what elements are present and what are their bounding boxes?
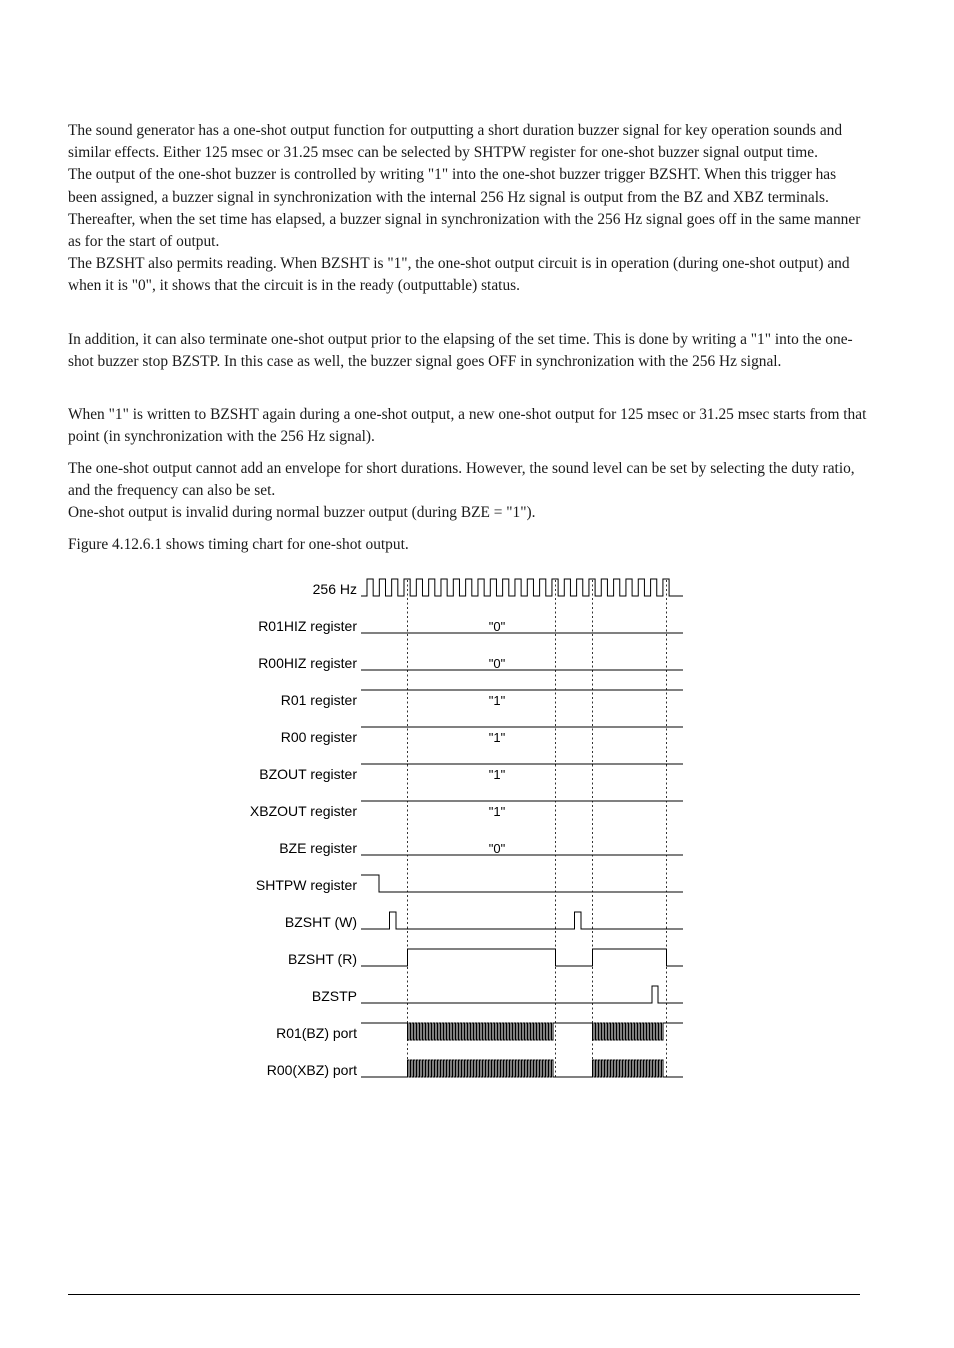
- waveform-bzsht-w: [361, 912, 683, 929]
- paragraph-bzsht-trigger: The output of the one-shot buzzer is controlled by writing "1" into the one-shot buzzer trigger BZSHT. When this trigger has been assigned, a buzzer signal in synchronization with the internal 256 Hz signal is output from the BZ and XBZ terminals. Thereafter, when the set time has elapsed, a buzzer signal in synchronization with the 256 Hz signal goes off in the same manner as for the start of output.: [68, 166, 861, 251]
- signal-value-r01-register: "1": [488, 693, 506, 708]
- signal-value-r01hiz-register: "0": [488, 619, 506, 634]
- signal-label-r01-bz-port: R01(BZ) port: [276, 1025, 357, 1041]
- signal-label-bzout-register: BZOUT register: [259, 766, 357, 782]
- paragraph-retrigger: When "1" is written to BZSHT again during a one-shot output, a new one-shot output for 125 msec or 31.25 msec starts from that point (in synchronization with the 256 Hz signal).: [68, 406, 867, 446]
- signal-label-shtpw-register: SHTPW register: [255, 877, 357, 893]
- footer-rule: [68, 1294, 860, 1295]
- signal-label-r01hiz-register: R01HIZ register: [258, 618, 357, 634]
- signal-value-r00-register: "1": [488, 730, 506, 745]
- waveform-r00-xbz-port: [361, 1060, 683, 1077]
- paragraph-envelope: The one-shot output cannot add an envelope for short durations. However, the sound level can be set by selecting the duty ratio, and the frequency can also be set.: [68, 460, 855, 500]
- signal-label-xbzout-register: XBZOUT register: [249, 803, 357, 819]
- paragraph-bzstp: In addition, it can also terminate one-shot output prior to the elapsing of the set time. This is done by writing a "1" into the one-shot buzzer stop BZSTP. In this case as well, the buzzer signal goes OFF in synchronization with the 256 Hz signal.: [68, 331, 853, 371]
- signal-value-bzout-register: "1": [488, 767, 506, 782]
- signal-label-r00-xbz-port: R00(XBZ) port: [266, 1062, 357, 1078]
- signal-value-r00hiz-register: "0": [488, 656, 506, 671]
- signal-value-xbzout-register: "1": [488, 804, 506, 819]
- waveform-shtpw-register: [361, 875, 683, 892]
- signal-label-r00-register: R00 register: [280, 729, 357, 745]
- paragraph-invalid-during-bze: One-shot output is invalid during normal buzzer output (during BZE = "1").: [68, 504, 536, 522]
- waveform-r01-bz-port: [361, 1023, 683, 1040]
- paragraph-bzsht-read: The BZSHT also permits reading. When BZSHT is "1", the one-shot output circuit is in operation (during one-shot output) and when it is "0", it shows that the circuit is in the ready (outputtable) status.: [68, 255, 850, 295]
- paragraph-one-shot-function: The sound generator has a one-shot output function for outputting a short duration buzzer signal for key operation sounds and similar effects. Either 125 msec or 31.25 msec can be selected by SHTPW register for one-shot buzzer signal output time.: [68, 122, 843, 162]
- signal-label-bzsht-r: BZSHT (R): [288, 951, 357, 967]
- signal-label-bze-register: BZE register: [279, 840, 357, 856]
- signal-label-r01-register: R01 register: [280, 692, 357, 708]
- signal-label-bzsht-w: BZSHT (W): [284, 914, 357, 930]
- signal-value-bze-register: "0": [488, 841, 506, 856]
- signal-label-bzstp: BZSTP: [311, 988, 357, 1004]
- waveform-bzsht-r: [361, 949, 683, 966]
- waveform-bzstp: [361, 986, 683, 1003]
- waveform-256-hz: [361, 579, 683, 596]
- figure-reference: Figure 4.12.6.1 shows timing chart for one-shot output.: [68, 536, 409, 553]
- signal-label-r00hiz-register: R00HIZ register: [258, 655, 357, 671]
- signal-label-256-hz: 256 Hz: [312, 581, 357, 597]
